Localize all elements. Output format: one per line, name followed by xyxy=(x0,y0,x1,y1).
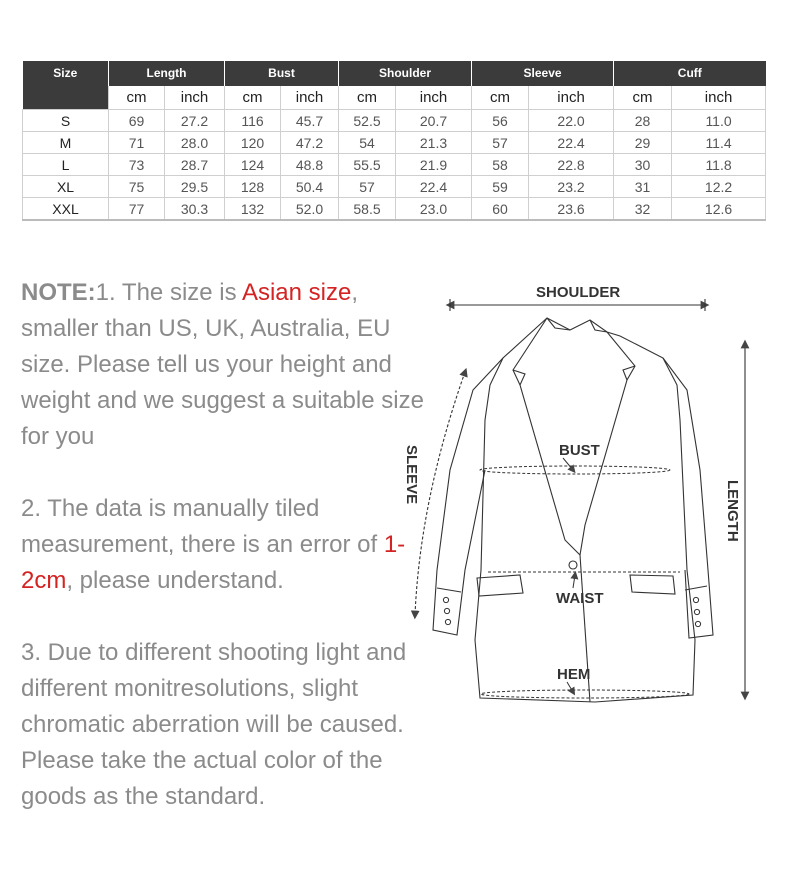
measurement-cell: 56 xyxy=(472,110,529,132)
measurement-cell: 31 xyxy=(614,176,672,198)
measurement-cell: 75 xyxy=(109,176,165,198)
measurement-cell: 23.0 xyxy=(396,198,472,221)
label-length: LENGTH xyxy=(724,480,741,542)
size-label: XL xyxy=(23,176,109,198)
measurement-cell: 23.6 xyxy=(529,198,614,221)
measurement-cell: 22.8 xyxy=(529,154,614,176)
measurement-cell: 45.7 xyxy=(281,110,339,132)
unit-cm: cm xyxy=(339,86,396,110)
size-label: S xyxy=(23,110,109,132)
error-range-highlight: 1-2cm xyxy=(21,531,406,594)
measurement-cell: 50.4 xyxy=(281,176,339,198)
measurement-cell: 124 xyxy=(225,154,281,176)
measurement-cell: 59 xyxy=(472,176,529,198)
measurement-cell: 57 xyxy=(339,176,396,198)
note-1-text: 1. The size is xyxy=(95,279,242,306)
label-bust: BUST xyxy=(559,442,600,459)
measurement-cell: 69 xyxy=(109,110,165,132)
measurement-cell: 71 xyxy=(109,132,165,154)
measurement-cell: 22.0 xyxy=(529,110,614,132)
measurement-cell: 29.5 xyxy=(165,176,225,198)
label-shoulder: SHOULDER xyxy=(536,284,621,301)
measurement-cell: 29 xyxy=(614,132,672,154)
measurement-cell: 30.3 xyxy=(165,198,225,221)
measurement-cell: 23.2 xyxy=(529,176,614,198)
unit-inch: inch xyxy=(529,86,614,110)
measurement-cell: 21.3 xyxy=(396,132,472,154)
header-shoulder: Shoulder xyxy=(339,61,472,86)
label-sleeve: SLEEVE xyxy=(403,445,420,505)
measurement-cell: 28.7 xyxy=(165,154,225,176)
size-label: L xyxy=(23,154,109,176)
header-sleeve: Sleeve xyxy=(472,61,614,86)
measurement-cell: 60 xyxy=(472,198,529,221)
header-cuff: Cuff xyxy=(614,61,766,86)
table-row xyxy=(23,110,766,132)
header-bust: Bust xyxy=(225,61,339,86)
measurement-cell: 47.2 xyxy=(281,132,339,154)
measurement-diagram xyxy=(395,270,790,730)
measurement-cell: 128 xyxy=(225,176,281,198)
note-label: NOTE: xyxy=(21,279,96,306)
notes-section xyxy=(21,275,441,851)
measurement-cell: 12.6 xyxy=(672,198,766,221)
table-row xyxy=(23,176,766,198)
label-waist: WAIST xyxy=(556,590,604,607)
size-header-spacer xyxy=(23,86,109,110)
measurement-cell: 11.8 xyxy=(672,154,766,176)
table-row xyxy=(23,198,766,221)
note-1 xyxy=(21,275,441,455)
unit-cm: cm xyxy=(109,86,165,110)
measurement-cell: 120 xyxy=(225,132,281,154)
measurement-cell: 32 xyxy=(614,198,672,221)
unit-cm: cm xyxy=(614,86,672,110)
measurement-cell: 12.2 xyxy=(672,176,766,198)
table-row xyxy=(23,154,766,176)
note-2 xyxy=(21,491,441,599)
measurement-cell: 116 xyxy=(225,110,281,132)
measurement-cell: 58.5 xyxy=(339,198,396,221)
note-2-text: 2. The data is manually tiled measurement, there is an error of xyxy=(21,495,384,558)
measurement-cell: 28 xyxy=(614,110,672,132)
size-label: M xyxy=(23,132,109,154)
measurement-cell: 11.4 xyxy=(672,132,766,154)
size-chart-table xyxy=(22,61,766,221)
note-1-text-rest: , smaller than US, UK, Australia, EU size. Please tell us your height and weight and we suggest a suitable size for you xyxy=(21,279,424,450)
measurement-cell: 57 xyxy=(472,132,529,154)
unit-cm: cm xyxy=(472,86,529,110)
measurement-cell: 21.9 xyxy=(396,154,472,176)
measurement-cell: 58 xyxy=(472,154,529,176)
size-label: XXL xyxy=(23,198,109,221)
unit-inch: inch xyxy=(396,86,472,110)
measurement-cell: 52.0 xyxy=(281,198,339,221)
measurement-cell: 20.7 xyxy=(396,110,472,132)
note-3: 3. Due to different shooting light and different monitresolutions, slight chromatic aberration will be caused. Please take the actual color of the goods as the standard. xyxy=(21,639,407,810)
measurement-cell: 28.0 xyxy=(165,132,225,154)
measurement-cell: 55.5 xyxy=(339,154,396,176)
size-column-header: Size xyxy=(23,61,109,86)
measurement-cell: 54 xyxy=(339,132,396,154)
label-hem: HEM xyxy=(557,666,591,683)
unit-cm: cm xyxy=(225,86,281,110)
measurement-cell: 77 xyxy=(109,198,165,221)
measurement-cell: 30 xyxy=(614,154,672,176)
unit-inch: inch xyxy=(281,86,339,110)
measurement-cell: 22.4 xyxy=(396,176,472,198)
measurement-cell: 52.5 xyxy=(339,110,396,132)
measurement-cell: 132 xyxy=(225,198,281,221)
unit-inch: inch xyxy=(165,86,225,110)
header-length: Length xyxy=(109,61,225,86)
unit-inch: inch xyxy=(672,86,766,110)
measurement-cell: 11.0 xyxy=(672,110,766,132)
table-row xyxy=(23,132,766,154)
measurement-cell: 73 xyxy=(109,154,165,176)
measurement-cell: 48.8 xyxy=(281,154,339,176)
asian-size-highlight: Asian size xyxy=(241,279,352,306)
note-2-text-rest: , please understand. xyxy=(66,567,284,594)
measurement-cell: 22.4 xyxy=(529,132,614,154)
measurement-cell: 27.2 xyxy=(165,110,225,132)
